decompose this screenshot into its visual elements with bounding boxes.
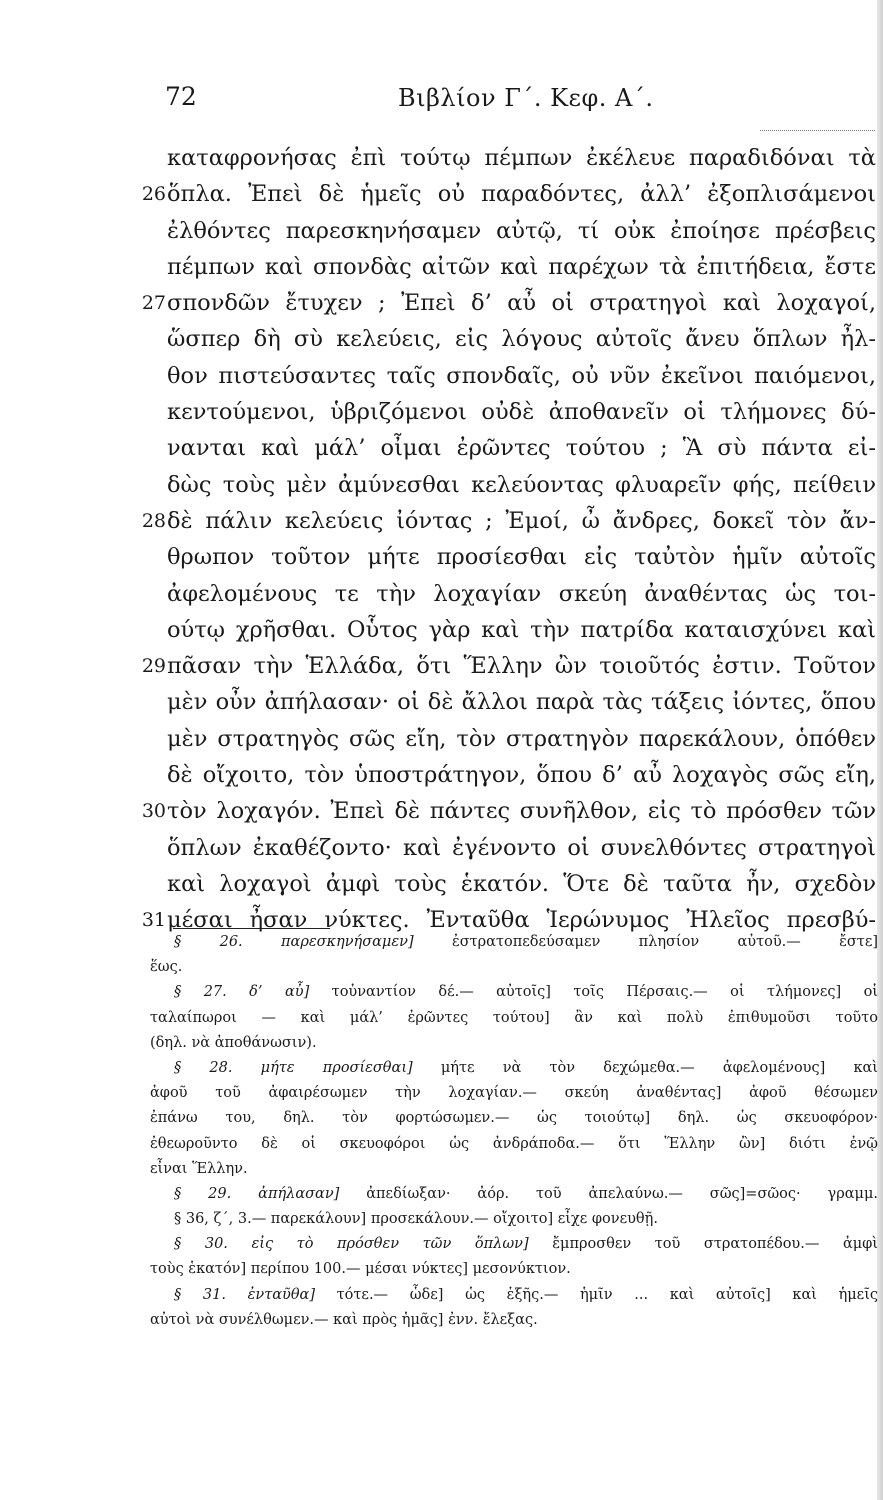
text-line (130, 467, 880, 503)
text-line (130, 648, 880, 684)
text-line (130, 321, 880, 357)
footnote-text (150, 1308, 878, 1333)
footnote-text (174, 930, 878, 955)
footnote-gloss: τοὐναντίον δέ.— αὐτοῖς] τοῖς Πέρσαις.— οἱ τλήμονες] οἱ (309, 984, 878, 1001)
line-text: θον πιστεύσαντες ταῖς σπονδαῖς, οὐ νῦν ἐκεῖνοι παιόμενοι, (167, 362, 876, 389)
footnote-line (150, 980, 878, 1005)
section-number: 28 (141, 509, 166, 532)
line-text: θρωπον τοῦτον μήτε προσίεσθαι εἰς ταὐτὸν ἡμῖν αὐτοῖς (167, 544, 876, 571)
footnote-text (174, 1207, 878, 1232)
text-line (130, 285, 880, 321)
footnote-text (150, 1081, 878, 1106)
footnote-line (150, 1106, 878, 1131)
line-text: ὅπλων ἐκαθέζοντο· καὶ ἐγένοντο οἱ συνελθόντες στρατηγοὶ (167, 834, 876, 861)
line-text: σπονδῶν ἔτυχεν ; Ἐπεὶ δ’ αὖ οἱ στρατηγοὶ καὶ λοχαγοί, (167, 290, 876, 317)
footnote-line (150, 1207, 878, 1232)
section-number: 31 (141, 909, 166, 932)
footnote-gloss: ἕως. (150, 959, 183, 976)
footnote-line (150, 1232, 878, 1257)
page-header (0, 82, 883, 122)
footnote-gloss: (δηλ. νὰ ἀποθάνωσιν). (150, 1034, 317, 1051)
line-text: μὲν οὖν ἀπήλασαν· οἱ δὲ ἄλλοι παρὰ τὰς τάξεις ἰόντες, ὅπου (167, 689, 876, 716)
text-line (130, 176, 880, 212)
line-text: μέσαι ἦσαν νύκτες. Ἐνταῦθα Ἱερώνυμος Ἠλεῖος πρεσβύ- (167, 907, 876, 934)
footnote-gloss: τοὺς ἑκατόν] περίπου 100.— μέσαι νύκτες] μεσονύκτιον. (150, 1261, 571, 1278)
line-text: δὲ πάλιν κελεύεις ἰόντας ; Ἐμοί, ὦ ἄνδρες, δοκεῖ τὸν ἄν- (167, 507, 876, 534)
footnote-line (150, 1081, 878, 1106)
line-text: μὲν στρατηγὸς σῶς εἴη, τὸν στρατηγὸν παρεκάλουν, ὁπόθεν (167, 725, 876, 752)
footnote-text (150, 1157, 878, 1182)
footnote-text (150, 1006, 878, 1031)
section-number: 30 (141, 800, 166, 823)
footnote-line (150, 1132, 878, 1157)
text-line (130, 793, 880, 829)
text-line (130, 721, 880, 757)
footnote-lemma: § 30. εἰς τὸ πρόσθεν τῶν ὅπλων] (174, 1236, 529, 1253)
section-number: 26 (141, 183, 166, 206)
text-line (130, 866, 880, 902)
line-text: καὶ λοχαγοὶ ἀμφὶ τοὺς ἑκατόν. Ὅτε δὲ ταῦτα ἦν, σχεδὸν (167, 870, 876, 897)
text-line (130, 684, 880, 720)
footnote-text (150, 1031, 878, 1056)
text-line (130, 249, 880, 285)
line-text: πέμπων καὶ σπονδὰς αἰτῶν καὶ παρέχων τὰ ἐπιτήδεια, ἔστε (167, 253, 876, 280)
section-number: 27 (141, 292, 166, 315)
text-line (130, 358, 880, 394)
line-text: νανται καὶ μάλ’ οἶμαι ἐρῶντες τούτου ; Ἃ σὺ πάντα εἰ- (167, 435, 876, 462)
footnote-gloss: εἶναι Ἕλλην. (150, 1160, 248, 1177)
line-text: ούτῳ χρῆσθαι. Οὗτος γὰρ καὶ τὴν πατρίδα καταισχύνει καὶ (167, 616, 876, 643)
line-text: κεντούμενοι, ὑβριζόμενοι οὐδὲ ἀποθανεῖν οἱ τλήμονες δύ- (167, 399, 876, 426)
footnote-rule (173, 928, 330, 929)
footnote-text (174, 1056, 878, 1081)
footnote-lemma: § 28. μήτε προσίεσθαι] (174, 1059, 413, 1076)
text-line (130, 503, 880, 539)
footnote-text (150, 1106, 878, 1131)
line-text: ἀφελομένους τε τὴν λοχαγίαν σκεύη ἀναθέντας ὡς τοι- (167, 580, 876, 607)
text-line (130, 576, 880, 612)
footnote-text (150, 1257, 878, 1282)
footnote-line (150, 1157, 878, 1182)
footnote-gloss: ἀφοῦ τοῦ ἀφαιρέσωμεν τὴν λοχαγίαν.— σκεύη ἀναθέντας] ἀφοῦ θέσωμεν (150, 1085, 878, 1102)
footnote-line (150, 1283, 878, 1308)
header-rule (760, 130, 875, 131)
text-line (130, 140, 880, 176)
section-number: 29 (141, 655, 166, 678)
footnote-gloss: μήτε νὰ τὸν δεχώμεθα.— ἀφελομένους] καὶ (412, 1059, 878, 1076)
footnote-text (174, 1283, 878, 1308)
footnote-line (150, 1031, 878, 1056)
footnote-text (174, 1232, 878, 1257)
text-line (130, 430, 880, 466)
page-number: 72 (165, 82, 197, 111)
line-text: τὸν λοχαγόν. Ἐπεὶ δὲ πάντες συνῆλθον, εἰς τὸ πρόσθεν τῶν (167, 798, 876, 825)
line-text: δὲ οἴχοιτο, τὸν ὑποστράτηγον, ὅπου δ’ αὖ λοχαγὸς σῶς εἴη, (167, 762, 876, 789)
footnotes (150, 930, 878, 1333)
footnote-gloss: ἔμπροσθεν τοῦ στρατοπέδου.— ἀμφὶ (528, 1236, 878, 1253)
footnote-gloss: ἐθεωροῦντο δὲ οἱ σκευοφόροι ὡς ἀνδράποδα.— ὅτι Ἕλλην ὢν] διότι ἐνῷ (150, 1135, 878, 1152)
footnote-lemma: § 31. ἐνταῦθα] (174, 1286, 316, 1303)
footnote-gloss: ἀπεδίωξαν· ἀόρ. τοῦ ἀπελαύνω.— σῶς]=σῶος· γραμμ. (339, 1185, 878, 1202)
footnote-line (150, 1006, 878, 1031)
footnote-gloss: τότε.— ὧδε] ὡς ἑξῆς.— ἡμῖν ... καὶ αὐτοῖς] καὶ ἡμεῖς (315, 1286, 878, 1303)
footnote-line (150, 930, 878, 955)
footnote-line (150, 1056, 878, 1081)
footnote-line (150, 1308, 878, 1333)
text-line (130, 612, 880, 648)
line-text: καταφρονήσας ἐπὶ τούτῳ πέμπων ἐκέλευε παραδιδόναι τὰ (167, 145, 876, 171)
footnote-lemma: § 29. ἀπήλασαν] (174, 1185, 340, 1202)
footnote-lemma: § 26. παρεσκηνήσαμεν] (174, 934, 414, 950)
line-text: ὅπλα. Ἐπεὶ δὲ ἡμεῖς οὐ παραδόντες, ἀλλ’ ἐξοπλισάμενοι (167, 181, 876, 208)
footnote-lemma: § 27. δ’ αὖ] (174, 984, 310, 1001)
footnote-line (150, 955, 878, 980)
main-text (130, 140, 880, 939)
text-line (130, 394, 880, 430)
footnote-line (150, 1182, 878, 1207)
footnote-line (150, 1257, 878, 1282)
line-text: δὼς τοὺς μὲν ἀμύνεσθαι κελεύοντας φλυαρεῖν φής, πείθειν (167, 471, 876, 498)
footnote-text (150, 1132, 878, 1157)
footnote-gloss: ἐπάνω του, δηλ. τὸν φορτώσωμεν.— ὡς τοιούτῳ] δηλ. ὡς σκευοφόρον· (150, 1110, 878, 1127)
footnote-gloss: ταλαίπωροι — καὶ μάλ’ ἐρῶντες τούτου] ἂν καὶ πολὺ ἐπιθυμοῦσι τοῦτο (150, 1009, 878, 1026)
line-text: πᾶσαν τὴν Ἑλλάδα, ὅτι Ἕλλην ὢν τοιοῦτός ἐστιν. Τοῦτον (167, 653, 876, 680)
text-line (130, 830, 880, 866)
line-text: ὥσπερ δὴ σὺ κελεύεις, εἰς λόγους αὐτοῖς ἄνευ ὅπλων ἦλ- (167, 326, 876, 353)
footnote-text (174, 980, 878, 1005)
footnote-text (174, 1182, 878, 1207)
footnote-gloss: § 36, ζ΄, 3.— παρεκάλουν] προσεκάλουν.— οἴχοιτο] εἶχε φονευθῇ. (174, 1211, 658, 1228)
footnote-gloss: αὐτοὶ νὰ συνέλθωμεν.— καὶ πρὸς ἡμᾶς] ἐνν. ἔλεξας. (150, 1311, 538, 1328)
footnote-gloss: ἐστρατοπεδεύσαμεν πλησίον αὐτοῦ.— ἔστε] (413, 934, 878, 950)
text-line (130, 539, 880, 575)
text-line (130, 757, 880, 793)
line-text: ἐλθόντες παρεσκηνήσαμεν αὐτῷ, τί οὐκ ἐποίησε πρέσβεις (167, 217, 876, 244)
footnote-text (150, 955, 878, 980)
running-head: Βιβλίον Γ΄. Κεφ. Α΄. (398, 84, 654, 112)
text-line (130, 213, 880, 249)
